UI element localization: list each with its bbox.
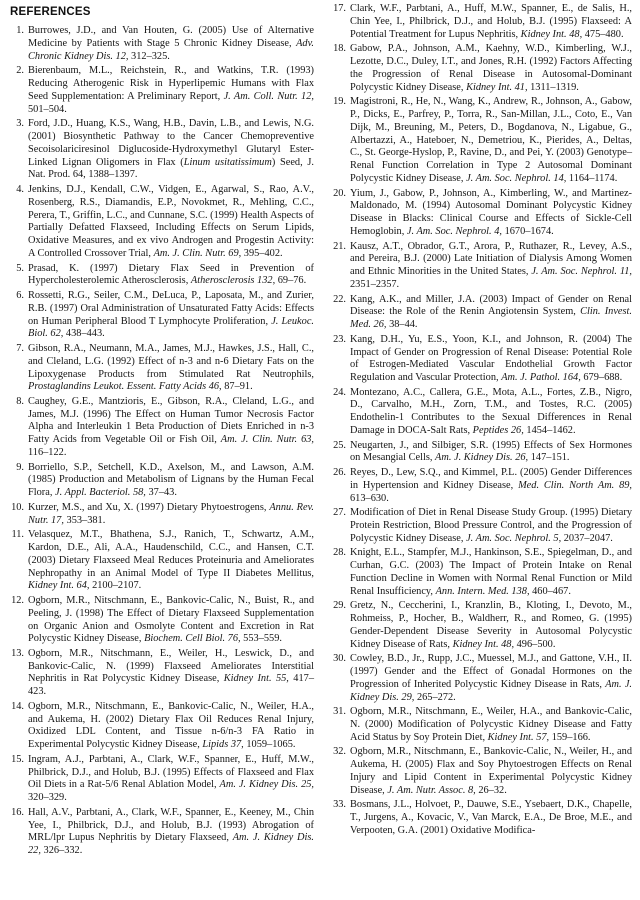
reference-journal: Kidney Int. 57, — [487, 731, 550, 743]
reference-pages: 312–325. — [128, 50, 170, 62]
reference-entry — [6, 701, 314, 752]
reference-journal: Am. J. Kidney Dis. 29, — [350, 678, 632, 703]
reference-pages: 1454–1462. — [523, 425, 576, 437]
reference-text — [28, 462, 314, 501]
reference-pages: 438–443. — [63, 328, 105, 340]
reference-pages: 37–43. — [145, 487, 177, 499]
reference-journal: J. Am. Soc. Nephrol. 14, — [466, 173, 567, 185]
reference-journal: Linum usitatissimum — [183, 156, 272, 168]
reference-pages: 353–381. — [63, 514, 106, 526]
reference-number: 25. — [333, 439, 346, 451]
reference-number: 18. — [333, 43, 346, 55]
reference-entry — [328, 334, 632, 385]
reference-text — [28, 65, 314, 116]
reference-number: 29. — [333, 600, 346, 612]
reference-text — [350, 600, 632, 651]
reference-entry — [6, 595, 314, 646]
reference-pages: 1670–1674. — [501, 226, 554, 238]
reference-text — [350, 334, 632, 385]
reference-text — [28, 529, 314, 593]
reference-number: 4. — [16, 183, 24, 195]
reference-body: Burrowes, J.D., and Van Houten, G. (2005) Use of Alternative Medicine by Patients with Stage 5 Chronic Kidney Disease, — [28, 25, 314, 49]
reference-body: Kang, A.K., and Miller, J.A. (2003) Impact of Gender on Renal Disease: the Role of the Renin Angiotensin System, — [350, 293, 632, 318]
reference-pages: 679–688. — [580, 372, 623, 384]
reference-number: 2. — [16, 65, 24, 77]
reference-number: 15. — [11, 753, 24, 765]
reference-number: 23. — [333, 333, 346, 345]
reference-pages: 501–504. — [28, 103, 67, 115]
reference-entry — [328, 440, 632, 466]
reference-text — [28, 184, 314, 261]
reference-text — [350, 96, 632, 186]
references-left-column — [6, 25, 314, 860]
reference-journal: Kidney Int. 64, — [28, 580, 90, 592]
references-heading: REFERENCES — [10, 6, 91, 18]
reference-body: Ogborn, M.R., Nitschmann, E., Weiler, H., Leswick, D., and Bankovic-Calic, N. (1999) Flaxseed Ameliorates Interstitial Nephritis in Rat Polycystic Kidney Disease, — [28, 647, 314, 685]
reference-journal: Am. J. Kidney Dis. 22, — [28, 832, 314, 857]
reference-text — [28, 595, 314, 646]
reference-pages: 87–91. — [221, 381, 253, 393]
reference-entry — [6, 648, 314, 699]
reference-text — [28, 396, 314, 460]
reference-body: Ford, J.D., Huang, K.S., Wang, H.B., Davin, L.B., and Lewis, N.G. (2001) Biosynthetic Pathway to the Cancer Chemopreventive Secoisolariciresinol Diglucoside-Hydroxymethyl Glutaryl Ester-Linked Lignan Oligomers in Flax ( — [28, 118, 314, 168]
reference-body: Montezano, A.C., Callera, G.E., Mota, A.L., Fortes, Z.B., Nigro, D., Carvalho, M.H., Zorn, T.M., and Tostes, R.C. (2005) Endothelin-1 Contributes to the Sexual Differences in Renal Damage in DOCA-Salt Rats, — [350, 386, 632, 437]
reference-entry — [6, 396, 314, 460]
reference-text — [350, 188, 632, 239]
reference-pages: 2100–2107. — [89, 580, 142, 592]
reference-pages: 326–332. — [40, 845, 83, 857]
reference-pages: 475–480. — [582, 28, 624, 40]
reference-number: 27. — [333, 507, 346, 518]
reference-journal: Adv. Chronic Kidney Dis. 12, — [28, 37, 314, 62]
reference-pages: 2351–2357. — [350, 279, 400, 291]
reference-body: Jenkins, D.J., Kendall, C.W., Vidgen, E., Agarwal, S., Rao, A.V., Rosenberg, R.S., Diamandis, E.P., Novokmet, R., Mehling, C.C., Perera, T., Griffin, L.C., and Cunnane, S.C. (1999) Health Aspects of Partially Defatted Flaxseed, Including Effects on Serum Lipids, Oxidative Measures, and ex vivo Androgen and Progestin Activity: A Controlled Crossover Trial, — [28, 183, 314, 260]
reference-pages: 496–500. — [514, 638, 556, 650]
reference-text — [350, 746, 632, 797]
reference-journal: J. Am. Coll. Nutr. 12, — [223, 90, 314, 102]
reference-number: 10. — [11, 501, 24, 513]
reference-journal: Annu. Rev. Nutr. 17, — [28, 501, 314, 526]
reference-entry — [328, 746, 632, 797]
reference-journal: Med. Clin. North Am. 89, — [518, 479, 633, 491]
reference-number: 17. — [333, 3, 346, 14]
reference-text — [350, 241, 632, 292]
reference-number: 9. — [16, 461, 24, 473]
reference-body: Kurzer, M.S., and Xu, X. (1997) Dietary Phytoestrogens, — [28, 501, 270, 513]
reference-number: 22. — [333, 293, 346, 305]
reference-entry — [328, 43, 632, 94]
reference-journal: Kidney Int. 55, — [223, 673, 289, 685]
reference-body: Caughey, G.E., Mantzioris, E., Gibson, R.A., Cleland, L.G., and James, M.J. (1996) The Effect on Human Tumor Necrosis Factor Alpha and Interleukin 1 Beta Production of Diets Enriched in n-3 Fatty Acids from Vegetable Oil or Fish Oil, — [28, 395, 314, 446]
reference-body: Ogborn, M.R., Nitschmann, E., Weiler, H.A., and Bankovic-Calic, N. (2000) Modification of Polycystic Kidney Disease and Fatty Acid Status by Soy Protein Diet, — [350, 706, 632, 743]
reference-body: Bierenbaum, M.L., Reichstein, R., and Watkins, T.R. (1993) Reducing Atherogenic Risk in Hyperlipemic Humans with Flax Seed Supplementation: A Preliminary Report, — [28, 65, 314, 102]
reference-pages: 147–151. — [528, 452, 570, 464]
reference-journal: Am. J. Clin. Nutr. 63, — [220, 434, 314, 446]
reference-text — [28, 807, 314, 858]
reference-pages: 395–402. — [241, 248, 283, 260]
reference-body: Kausz, A.T., Obrador, G.T., Arora, P., Ruthazer, R., Levey, A.S., and Pereira, B.J. (2000) Late Initiation of Dialysis Among Women and Ethnic Minorities in the United States, — [350, 240, 632, 278]
reference-entry — [328, 706, 632, 745]
reference-body: Ingram, A.J., Parbtani, A., Clark, W.F., Spanner, E., Huff, M.W., Philbrick, D.J., and Holub, B.J. (1995) Effects of Flaxseed and Flax Oil Diets in a Rat-5/6 Renal Ablation Model, — [28, 753, 314, 791]
reference-pages: 69–76. — [275, 275, 307, 287]
reference-body: Gretz, N., Ceccherini, I., Kranzlin, B., Kloting, I., Devoto, M., Rohmeiss, P., Hocher, B., Waldherr, R., and Romeo, G. (1995) Gender-Dependent Disease Severity in Autosomal Polycystic Kidney Disease of Rats, — [350, 600, 632, 650]
reference-text — [28, 502, 314, 528]
reference-body: Cowley, B.D., Jr., Rupp, J.C., Muessel, M.J., and Gattone, V.H., II. (1997) Gender and the Effect of Gonadal Hormones on the Progression of Inherited Polycystic Kidney Disease in Rats, — [350, 653, 632, 690]
reference-text — [350, 440, 632, 466]
reference-journal: Ann. Intern. Med. 138, — [435, 585, 530, 597]
reference-text — [28, 290, 314, 341]
reference-entry — [6, 754, 314, 805]
reference-entry — [6, 529, 314, 593]
reference-journal: J. Am. Soc. Nephrol. 11, — [531, 266, 633, 278]
reference-entry — [6, 25, 314, 64]
reference-text — [350, 799, 632, 838]
reference-text — [350, 3, 632, 42]
reference-journal: Atherosclerosis 132, — [190, 275, 276, 287]
reference-body: Neugarten, J., and Silbiger, S.R. (1995) Effects of Sex Hormones on Mesangial Cells, — [350, 439, 632, 464]
reference-number: 30. — [333, 653, 346, 665]
reference-entry — [6, 290, 314, 341]
reference-pages: 265–272. — [414, 691, 456, 703]
reference-body: Reyes, D., Lew, S.Q., and Kimmel, P.L. (2005) Gender Differences in Hypertension and Kidney Disease, — [350, 466, 632, 491]
reference-text — [350, 467, 632, 506]
reference-pages: ) Seed, J. Nat. Prod. 64, 1388–1397. — [28, 156, 314, 181]
reference-number: 12. — [11, 594, 24, 606]
reference-number: 3. — [16, 118, 24, 130]
reference-pages: 553–559. — [240, 633, 282, 645]
reference-pages: 159–166. — [549, 731, 591, 743]
reference-pages: 1059–1065. — [243, 739, 296, 751]
reference-pages: 1311–1319. — [527, 81, 579, 93]
reference-pages: 460–467. — [529, 585, 571, 597]
reference-body: Knight, E.L., Stampfer, M.J., Hankinson, S.E., Spiegelman, D., and Curhan, G.C. (2003) The Impact of Protein Intake on Renal Function Decline in Women with Normal Renal Function or Mild Renal Insufficiency, — [350, 547, 632, 597]
reference-number: 19. — [333, 96, 346, 108]
reference-entry — [6, 118, 314, 182]
reference-journal: J. Am. Soc. Nephrol. 4, — [406, 226, 502, 238]
reference-journal: Kidney Int. 48, — [520, 28, 583, 40]
reference-body: Clark, W.F., Parbtani, A., Huff, M.W., Spanner, E., de Salis, H., Chin Yee, I., Philbrick, D.J., and Holub, B.J. (1995) Flaxseed: A Potential Treatment for Lupus Nephritis, — [350, 3, 632, 40]
reference-number: 20. — [333, 187, 346, 199]
reference-text — [350, 387, 632, 438]
reference-body: Magistroni, R., He, N., Wang, K., Andrew, R., Johnson, A., Gabow, P., Dicks, E., Parfrey, P., Torra, R., San-Millan, J.L., Coto, E., Van Dijk, M., Breuning, M., Peters, D., Bogdanova, N., Ligabue, G., Albertazzi, A., Hateboer, N., Demetriou, K., Pierides, A., Deltas, C., St. George-Hyslop, P., Ravine, D., and Pei, Y. (2003) Genotype–Renal Function Correlation in Type 2 Autosomal Dominant Polycystic Kidney Disease, — [350, 96, 632, 185]
reference-pages: 2037–2047. — [561, 532, 613, 544]
reference-text — [350, 507, 632, 546]
reference-body: Ogborn, M.R., Nitschmann, E., Bankovic-Calic, N., Weiler, H., and Aukema, H. (2005) Flax and Soy Phytoestrogen Effects on Renal Injury and Lipid Content in Experimental Polycystic Kidney Disease, — [350, 746, 632, 796]
reference-pages: 38–44. — [386, 319, 418, 331]
reference-number: 6. — [16, 289, 24, 301]
reference-entry — [328, 799, 632, 838]
reference-pages: 320–329. — [28, 792, 67, 804]
reference-pages: 613–630. — [350, 492, 389, 504]
reference-entry — [6, 807, 314, 858]
reference-number: 7. — [16, 342, 24, 354]
reference-entry — [328, 294, 632, 333]
reference-text — [350, 43, 632, 94]
reference-text — [350, 653, 632, 704]
reference-number: 16. — [11, 806, 24, 818]
reference-number: 13. — [11, 647, 24, 659]
reference-number: 33. — [333, 799, 346, 811]
reference-entry — [328, 467, 632, 506]
reference-entry — [328, 547, 632, 598]
references-right-column — [328, 3, 632, 839]
reference-number: 24. — [333, 386, 346, 398]
reference-number: 32. — [333, 746, 346, 758]
reference-number: 1. — [16, 25, 24, 36]
reference-entry — [6, 184, 314, 261]
reference-journal: Prostaglandins Leukot. Essent. Fatty Acids 46, — [28, 381, 222, 393]
reference-journal: Am. J. Clin. Nutr. 69, — [153, 248, 242, 260]
reference-number: 8. — [16, 395, 24, 407]
reference-entry — [328, 507, 632, 546]
reference-pages: 1164–1174. — [566, 173, 618, 185]
reference-entry — [328, 653, 632, 704]
reference-entry — [328, 188, 632, 239]
reference-body: Ogborn, M.R., Nitschmann, E., Bankovic-Calic, N., Weiler, H.A., and Aukema, H. (2002) Dietary Flax Oil Reduces Renal Injury, Oxidized LDL Content, and Tissue n-6/n-3 FA Ratio in Experimental Polycystic Kidney Disease, — [28, 700, 314, 751]
reference-text — [28, 648, 314, 699]
reference-entry — [328, 3, 632, 42]
reference-body: Gibson, R.A., Neumann, M.A., James, M.J., Hawkes, J.S., Hall, C., and Cleland, L.G. (1992) Effect of n-3 and n-6 Dietary Fats on the Lipoxygenase Products from Stimulated Rat Neutrophils, — [28, 342, 314, 380]
reference-entry — [6, 65, 314, 116]
reference-journal: Peptides 26, — [472, 425, 524, 437]
reference-text — [28, 263, 314, 289]
reference-number: 28. — [333, 547, 346, 559]
reference-entry — [328, 96, 632, 186]
reference-number: 14. — [11, 700, 24, 712]
reference-entry — [6, 502, 314, 528]
reference-body: Modification of Diet in Renal Disease Study Group. (1995) Dietary Protein Restriction, Blood Pressure Control, and the Progression of Polycystic Kidney Disease, — [350, 507, 632, 544]
reference-pages: 26–32. — [475, 784, 507, 796]
reference-text — [28, 754, 314, 805]
reference-journal: Kidney Int. 41, — [466, 81, 528, 93]
reference-entry — [328, 600, 632, 651]
reference-journal: Kidney Int. 48, — [452, 638, 515, 650]
reference-pages: 116–122. — [28, 447, 67, 459]
reference-body: Gabow, P.A., Johnson, A.M., Kaehny, W.D., Kimberling, W.J., Lezotte, D.C., Duley, I.T., and Jones, R.H. (1992) Factors Affecting the Progression of Renal Disease in Autosomal-Dominant Polycystic Kidney Disease, — [350, 43, 632, 93]
reference-body: Hall, A.V., Parbtani, A., Clark, W.F., Spanner, E., Keeney, M., Chin Yee, I., Philbrick, D.J., and Holub, B.J. (1993) Abrogation of MRL/lpr Lupus Nephritis by Dietary Flaxseed, — [28, 806, 314, 844]
reference-body: Velasquez, M.T., Bhathena, S.J., Ranich, T., Schwartz, A.M., Kardon, D.E., Ali, A.A., Haudenschild, C.C., and Hansen, C.T. (2003) Dietary Flaxseed Meal Reduces Proteinuria and Ameliorates Nephropathy in an Animal Model of Type II Diabetes Mellitus, — [28, 529, 314, 579]
reference-journal: J. Am. Nutr. Assoc. 8, — [387, 784, 476, 796]
reference-journal: J. Am. Soc. Nephrol. 5, — [466, 532, 562, 544]
reference-body: Rossetti, R.G., Seiler, C.M., DeLuca, P., Laposata, M., and Zurier, R.B. (1997) Oral Administration of Unsaturated Fatty Acids: Effects on Human Peripheral Blood T Lymphocyte Proliferation, — [28, 289, 314, 327]
reference-text — [350, 706, 632, 745]
reference-journal: Am. J. Kidney Dis. 26, — [435, 452, 529, 464]
reference-body: Kang, D.H., Yu, E.S., Yoon, K.I., and Johnson, R. (2004) The Impact of Gender on Progression of Renal Disease: Potential Role of Estrogen-Mediated Vascular Endothelial Growth Factor Regulation and Vascular Protection, — [350, 333, 632, 384]
reference-text — [28, 25, 314, 64]
reference-number: 5. — [16, 262, 24, 274]
reference-body: Borriello, S.P., Setchell, K.D., Axelson, M., and Lawson, A.M. (1985) Production and Metabolism of Lignans by the Human Fecal Flora, — [28, 461, 314, 499]
reference-journal: J. Leukoc. Biol. 62, — [28, 315, 314, 340]
reference-journal: Clin. Invest. Med. 26, — [350, 306, 632, 331]
reference-journal: Lipids 37, — [202, 739, 244, 751]
reference-entry — [6, 343, 314, 394]
reference-journal: Am. J. Pathol. 164, — [501, 372, 581, 384]
reference-text — [350, 547, 632, 598]
reference-entry — [328, 387, 632, 438]
reference-text — [350, 294, 632, 333]
reference-number: 31. — [333, 706, 346, 718]
reference-entry — [6, 462, 314, 501]
reference-number: 21. — [333, 240, 346, 252]
reference-journal: J. Appl. Bacteriol. 58, — [55, 487, 146, 499]
reference-journal: Biochem. Cell Biol. 76, — [144, 633, 241, 645]
reference-pages: 417–423. — [28, 673, 314, 698]
reference-number: 26. — [333, 466, 346, 478]
reference-entry — [328, 241, 632, 292]
reference-text — [28, 343, 314, 394]
reference-entry — [6, 263, 314, 289]
reference-text — [28, 118, 314, 182]
reference-journal: Am. J. Kidney Dis. 25, — [219, 779, 314, 791]
reference-text — [28, 701, 314, 752]
reference-number: 11. — [11, 529, 24, 540]
reference-body: Yium, J., Gabow, P., Johnson, A., Kimberling, W., and Martinez-Maldonado, M. (1994) Autosomal Dominant Polycystic Kidney Disease in Blacks: Clinical Course and Effects of Sickle-Cell Hemoglobin, — [350, 187, 632, 238]
reference-body: Ogborn, M.R., Nitschmann, E., Bankovic-Calic, N., Buist, R., and Peeling, J. (1998) The Effect of Dietary Flaxseed Supplementation on Organic Anion and Osmolyte Content and Excretion in Rat Polycystic Kidney Disease, — [28, 594, 314, 645]
reference-body: Bosmans, J.L., Holvoet, P., Dauwe, S.E., Ysebaert, D.K., Chapelle, T., Jurgens, A., Kovacic, V., Van Marck, E.A., De Broe, M.E., and Verpooten, G.A. (2001) Oxidative Modifica- — [350, 799, 632, 836]
reference-body: Prasad, K. (1997) Dietary Flax Seed in Prevention of Hypercholesterolemic Atherosclerosis, — [28, 262, 314, 287]
